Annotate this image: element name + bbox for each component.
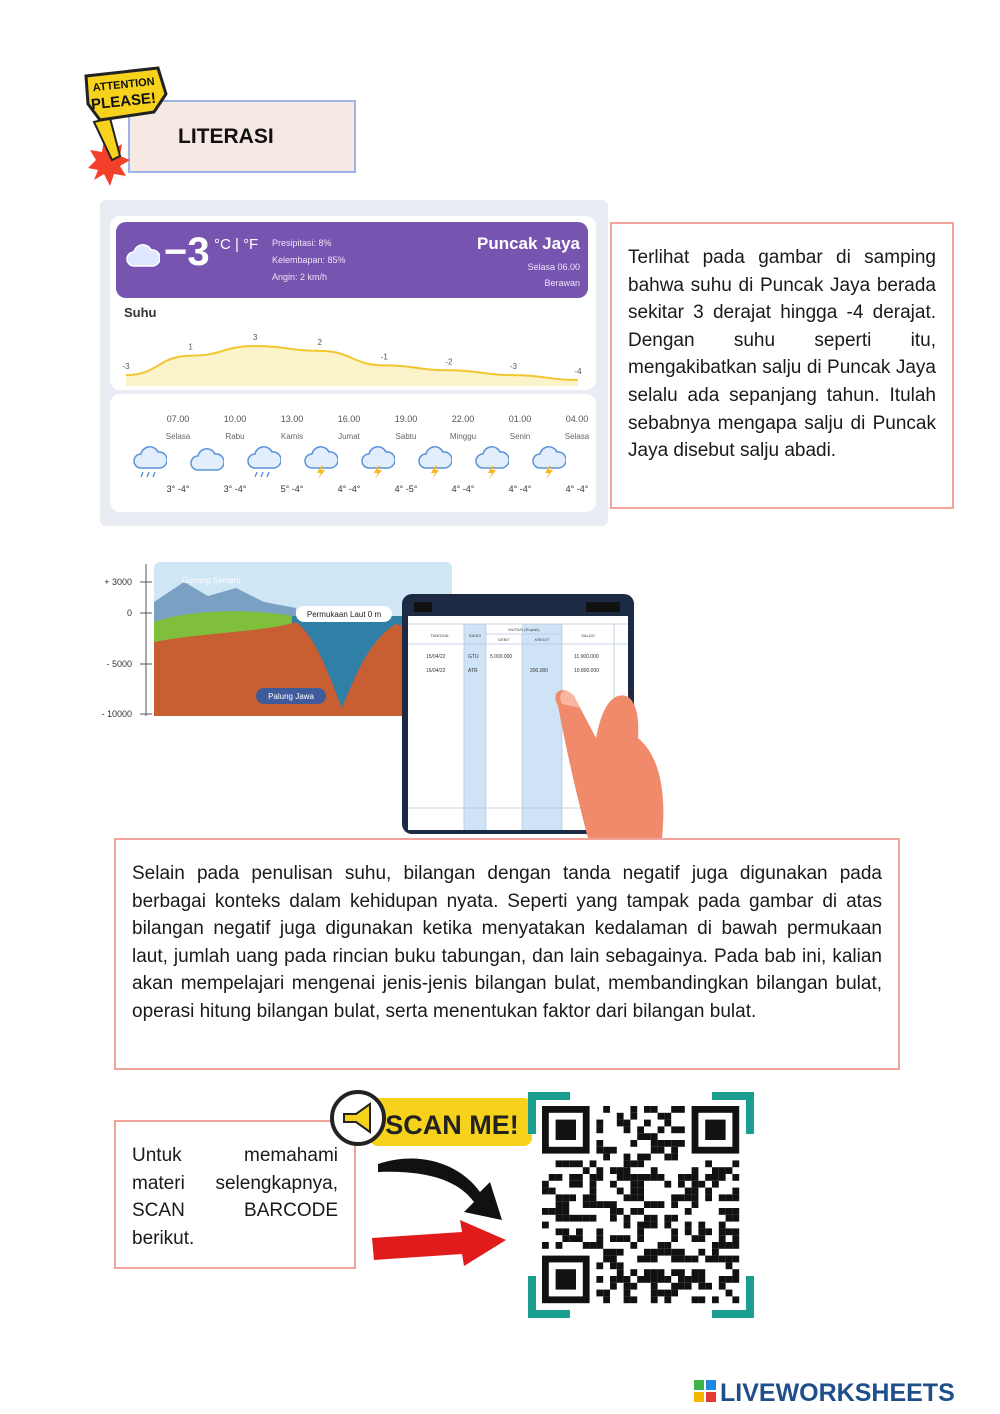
badge-line1: ATTENTION: [92, 75, 156, 95]
bank-cell: 15/04/22: [426, 654, 446, 660]
storm-cloud-icon: [133, 446, 167, 480]
forecast-time: 10.00: [223, 414, 247, 424]
precipitation: Presipitasi: 8%: [272, 238, 332, 248]
bank-header: TANGGAL: [430, 633, 450, 638]
temperature-chart: [116, 326, 588, 386]
humidity: Kelembapan: 85%: [272, 255, 346, 265]
bank-cell: 5.000.000: [490, 654, 513, 660]
bank-cell: 10.800.000: [574, 668, 600, 674]
bank-cell: 200.000: [530, 668, 549, 674]
chart-point-label: -1: [380, 352, 388, 362]
weather-time: Selasa 06.00: [527, 262, 580, 272]
forecast-day: Kamis: [280, 432, 304, 441]
cloud-icon: [190, 446, 224, 480]
depth-tick: - 10000: [101, 709, 132, 719]
section-title: LITERASI: [178, 124, 274, 148]
bank-cell: GTU: [468, 654, 479, 660]
weather-condition: Berawan: [544, 278, 580, 288]
forecast-time: 01.00: [508, 414, 532, 424]
thunderstorm-icon: [361, 446, 395, 480]
temperature-paragraph-box: [610, 222, 954, 509]
label-sea-level: Permukaan Laut 0 m: [306, 610, 382, 619]
bank-header: MUTASI (Rupiah): [508, 627, 540, 632]
bank-header: SANDI: [468, 633, 482, 638]
chart-point-label: -2: [445, 357, 453, 367]
thunderstorm-icon: [475, 446, 509, 480]
bank-header: SALDO: [581, 633, 595, 638]
location-name: Puncak Jaya: [476, 234, 580, 253]
bank-cell: 16/04/22: [426, 668, 446, 674]
bank-cell: ATR: [468, 668, 478, 674]
cloud-icon: [126, 244, 160, 268]
forecast-range: 5° -4°: [280, 484, 304, 494]
forecast-time: 22.00: [451, 414, 475, 424]
forecast-day: Selasa: [564, 432, 590, 441]
storm-cloud-icon: [247, 446, 281, 480]
red-arrow-icon: [372, 1220, 506, 1266]
current-temperature: −3: [164, 230, 210, 274]
qr-code[interactable]: [526, 1090, 756, 1320]
forecast-range: 4° -4°: [337, 484, 361, 494]
forecast-range: 4° -5°: [394, 484, 418, 494]
bankbook-illustration: [400, 588, 670, 838]
bank-header: DEBIT: [498, 637, 510, 642]
forecast-time: 19.00: [394, 414, 418, 424]
forecast-time: 07.00: [166, 414, 190, 424]
forecast-range: 4° -4°: [565, 484, 589, 494]
scan-me-graphic: [330, 1088, 534, 1278]
badge-line2: PLEASE!: [90, 89, 157, 114]
attention-please-icon: [80, 64, 180, 196]
chart-point-label: 2: [317, 337, 322, 347]
liveworksheets-logo: [692, 1376, 992, 1406]
temperature-unit-toggle[interactable]: °C | °F: [214, 236, 259, 253]
chart-label: Suhu: [124, 305, 157, 320]
forecast-day: Minggu: [449, 432, 477, 441]
label-mountain: Gunung Semeru: [182, 576, 241, 585]
chart-point-label: 3: [252, 333, 258, 342]
context-paragraph-box: [114, 838, 900, 1070]
chart-point-label: -3: [509, 362, 517, 372]
depth-tick: 0: [126, 608, 132, 618]
forecast-time: 04.00: [565, 414, 589, 424]
forecast-day: Selasa: [165, 432, 191, 441]
scan-me-label: SCAN ME!: [385, 1110, 519, 1140]
thunderstorm-icon: [532, 446, 566, 480]
liveworksheets-logo-icon: [694, 1380, 716, 1402]
black-arrow-icon: [378, 1159, 502, 1220]
wind: Angin: 2 km/h: [272, 272, 328, 282]
weather-header: [116, 222, 588, 298]
scan-instruction-box: [114, 1120, 356, 1269]
forecast-day: Senin: [509, 432, 531, 441]
forecast-time: 13.00: [280, 414, 304, 424]
forecast-range: 4° -4°: [451, 484, 475, 494]
chart-point-label: 1: [188, 342, 193, 352]
thunderstorm-icon: [304, 446, 338, 480]
logo-text: LIVEWORKSHEETS: [720, 1379, 955, 1406]
forecast-range: 3° -4°: [166, 484, 190, 494]
forecast-range: 4° -4°: [508, 484, 532, 494]
thunderstorm-icon: [418, 446, 452, 480]
depth-tick: + 3000: [104, 577, 132, 587]
forecast-time: 16.00: [337, 414, 361, 424]
forecast-panel: [110, 394, 596, 512]
bank-cell: 11.000.000: [574, 654, 599, 660]
forecast-day: Rabu: [225, 432, 245, 441]
temperature-paragraph: Terlihat pada gambar di samping bahwa suhu di Puncak Jaya berada sekitar 3 derajat hingga -4 derajat. Dengan suhu seperti itu, mengakibatkan salju di Puncak Jaya selalu ada sepanjang tahun. Itulah sebabnya mengapa salju di Puncak Jaya disebut salju abadi.: [628, 247, 936, 462]
chart-point-label: -4: [574, 367, 582, 376]
label-trench: Palung Jawa: [268, 692, 314, 701]
forecast-range: 3° -4°: [223, 484, 247, 494]
chart-point-label: -3: [122, 362, 130, 372]
forecast-day: Sabtu: [395, 432, 417, 441]
depth-tick: - 5000: [106, 659, 132, 669]
scan-instruction: Untuk memahami materi selengkapnya, SCAN BARCODE berikut.: [132, 1145, 338, 1249]
bank-header: KREDIT: [534, 637, 550, 642]
context-paragraph: Selain pada penulisan suhu, bilangan dengan tanda negatif juga digunakan pada berbagai konteks dalam kehidupan nyata. Seperti yang tampak pada gambar di atas bilangan negatif juga digunakan ketika menyatakan kedalaman di bawah permukaan laut, jumlah uang pada rincian buku tabungan, dan lain sebagainya. Pada bab ini, kalian akan mempelajari mengenai jenis-jenis bilangan bulat, membandingkan bilangan bulat, operasi hitung bilangan bulat, serta menentukan faktor dari bilangan bulat.: [132, 863, 882, 1022]
forecast-day: Jumat: [338, 432, 360, 441]
